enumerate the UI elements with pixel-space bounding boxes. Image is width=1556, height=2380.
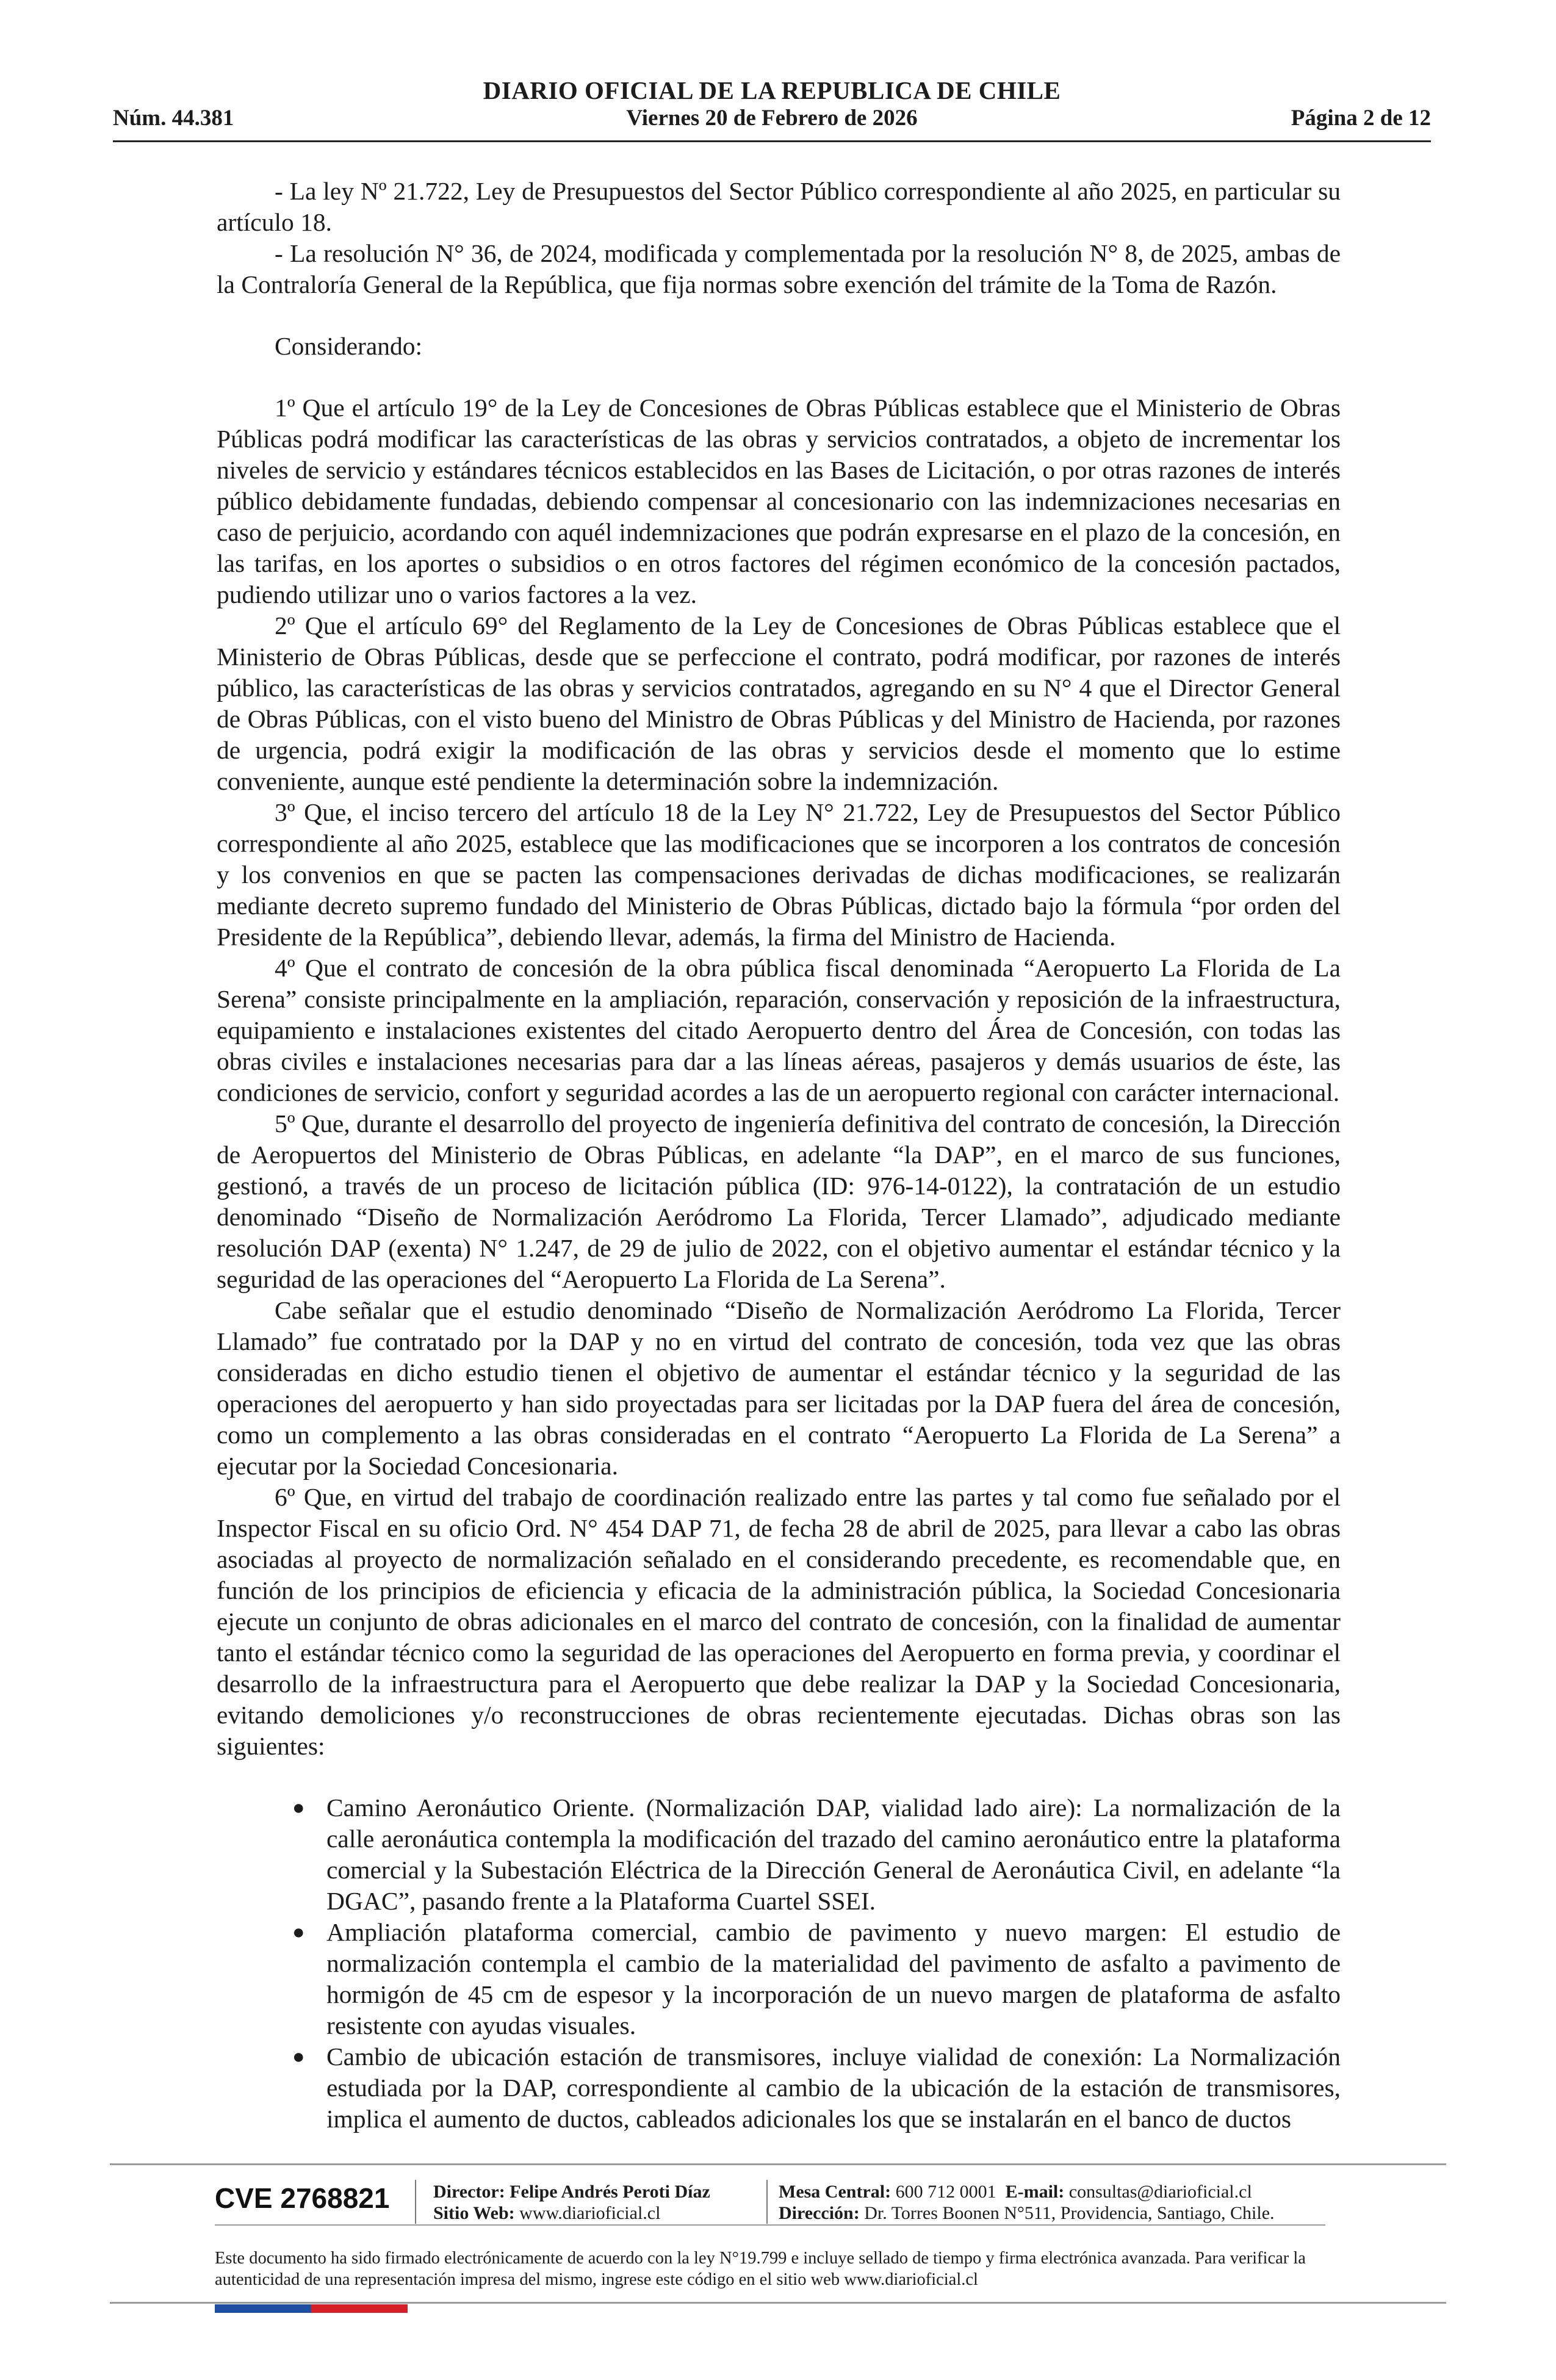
- considerando-paragraph: 2º Que el artículo 69° del Reglamento de la Ley de Concesiones de Obras Públicas establece que el Ministerio de Obras Públicas, desde que se perfeccione el contrato, podrá modificar, por razones de interés público, las características de las obras y servicios contratados, agregando en su N° 4 que el Director General de Obras Públicas, con el visto bueno del Ministro de Obras Públicas y del Ministro de Hacienda, por razones de urgencia, podrá exigir la modificación de las obras y servicios desde el momento que lo estime conveniente, aunque esté pendiente la determinación sobre la indemnización.: [217, 611, 1341, 795]
- footer-separator: [766, 2180, 768, 2224]
- legal-notice: Este documento ha sido firmado electrónicamente de acuerdo con la ley N°19.799 e incluye sellado de tiempo y firma electrónica avanzada. Para verificar la autenticidad de una representación impresa del mismo, ingrese este código en el sitio web www.diarioficial.cl: [215, 2249, 1306, 2289]
- page-header: [113, 73, 1431, 140]
- footer-separator: [415, 2180, 416, 2224]
- director-name: Felipe Andrés Peroti Díaz: [510, 2182, 710, 2202]
- issue-number: Núm. 44.381: [113, 106, 234, 131]
- considerando-paragraph: Cabe señalar que el estudio denominado “Diseño de Normalización Aeródromo La Florida, Tercer Llamado” fue contratado por la DAP y no en virtud del contrato de concesión, toda vez que las obras consideradas en dicho estudio tienen el objetivo de aumentar el estándar técnico y la seguridad de las operaciones del aeropuerto y han sido proyectadas para ser licitadas por la DAP fuera del área de concesión, como un complemento a las obras consideradas en el contrato “Aeropuerto La Florida de La Serena” a ejecutar por la Sociedad Concesionaria.: [217, 1296, 1341, 1480]
- email-link[interactable]: consultas@diarioficial.cl: [1068, 2182, 1252, 2202]
- list-item-text: Camino Aeronáutico Oriente. (Normalización DAP, vialidad lado aire): La normalización de la calle aeronáutica contempla la modificación del trazado del camino aeronáutico entre la plataforma comercial y la Subestación Eléctrica de la Dirección General de Aeronáutica Civil, en adelante “la DGAC”, pasando frente a la Plataforma Cuartel SSEI.: [326, 1794, 1341, 1915]
- gazette-title: DIARIO OFICIAL DE LA REPUBLICA DE CHILE: [483, 76, 1061, 104]
- considerando-paragraph: 3º Que, el inciso tercero del artículo 18 de la Ley N° 21.722, Ley de Presupuestos del Sector Público correspondiente al año 2025, establece que las modificaciones que se incorporen a los contratos de concesión y los convenios en que se pacten las compensaciones derivadas de dichas modificaciones, se realizarán mediante decreto supremo fundado del Ministerio de Obras Públicas, dictado bajo la fórmula “por orden del Presidente de la República”, debiendo llevar, además, la firma del Ministro de Hacienda.: [217, 798, 1341, 951]
- considerando-paragraph: 4º Que el contrato de concesión de la obra pública fiscal denominada “Aeropuerto La Florida de La Serena” consiste principalmente en la ampliación, reparación, conservación y reposición de la infraestructura, equipamiento e instalaciones existentes del citado Aeropuerto dentro del Área de Concesión, con todas las obras civiles e instalaciones necesarias para dar a las líneas aéreas, pasajeros y demás usuarios de éste, las condiciones de servicio, confort y seguridad acordes a las de un aeropuerto regional con carácter internacional.: [217, 954, 1341, 1106]
- preamble-item: - La ley Nº 21.722, Ley de Presupuestos del Sector Público correspondiente al año 2025, en particular su artículo 18.: [217, 177, 1341, 236]
- footer-divider: [215, 2224, 1325, 2226]
- section-heading: Considerando:: [275, 332, 423, 360]
- cve-code: CVE 2768821: [215, 2182, 390, 2214]
- director-label: Director:: [433, 2182, 505, 2202]
- flag-stripe: [215, 2304, 408, 2313]
- issue-date: Viernes 20 de Febrero de 2026: [626, 106, 918, 131]
- bullet-icon: ●: [292, 1797, 305, 1819]
- list-item-text: Cambio de ubicación estación de transmisores, incluye vialidad de conexión: La Normalización estudiada por la DAP, correspondiente al cambio de la ubicación de la estación de transmisores, implica el aumento de ductos, cableados adicionales los que se instalarán en el banco de ductos: [326, 2043, 1341, 2133]
- footer-divider: [110, 2302, 1446, 2304]
- contact-block: [779, 2181, 1275, 2224]
- footer-divider: [110, 2163, 1446, 2165]
- flag-blue-segment: [215, 2304, 311, 2313]
- email-label: E-mail:: [1005, 2182, 1065, 2202]
- director-block: [433, 2181, 710, 2224]
- page-indicator: Página 2 de 12: [1291, 106, 1431, 131]
- document-body: [217, 176, 1341, 2135]
- considerando-paragraph: 6º Que, en virtud del trabajo de coordinación realizado entre las partes y tal como fue señalado por el Inspector Fiscal en su oficio Ord. N° 454 DAP 71, de fecha 28 de abril de 2025, para llevar a cabo las obras asociadas al proyecto de normalización señalado en el considerando precedente, es recomendable que, en función de los principios de eficiencia y eficacia de la administración pública, la Sociedad Concesionaria ejecute un conjunto de obras adicionales en el marco del contrato de concesión, con la finalidad de aumentar tanto el estándar técnico como la seguridad de las operaciones del Aeropuerto en forma previa, y coordinar el desarrollo de la infraestructura para el Aeropuerto que debe realizar la DAP y la Sociedad Concesionaria, evitando demoliciones y/o reconstrucciones de obras recientemente ejecutadas. Dichas obras son las siguientes:: [217, 1483, 1341, 1760]
- considerando-paragraph: 5º Que, durante el desarrollo del proyecto de ingeniería definitiva del contrato de concesión, la Dirección de Aeropuertos del Ministerio de Obras Públicas, en adelante “la DAP”, en el marco de sus funciones, gestionó, a través de un proceso de licitación pública (ID: 976-14-0122), la contratación de un estudio denominado “Diseño de Normalización Aeródromo La Florida, Tercer Llamado”, adjudicado mediante resolución DAP (exenta) N° 1.247, de 29 de julio de 2022, con el objetivo aumentar el estándar técnico y la seguridad de las operaciones del “Aeropuerto La Florida de La Serena”.: [217, 1109, 1341, 1293]
- list-item: [217, 2041, 1341, 2135]
- flag-red-segment: [311, 2304, 408, 2313]
- list-item: [217, 1917, 1341, 2041]
- address-label: Dirección:: [779, 2203, 860, 2223]
- address-text: Dr. Torres Boonen N°511, Providencia, Santiago, Chile.: [864, 2203, 1275, 2223]
- bullet-icon: ●: [292, 1921, 305, 1944]
- website-label: Sitio Web:: [433, 2203, 515, 2223]
- considerando-paragraph: 1º Que el artículo 19° de la Ley de Concesiones de Obras Públicas establece que el Ministerio de Obras Públicas podrá modificar las características de las obras y servicios contratados, a objeto de incrementar los niveles de servicio y estándares técnicos establecidos en las Bases de Licitación, o por otras razones de interés público debidamente fundadas, debiendo compensar al concesionario con las indemnizaciones necesarias en caso de perjuicio, acordando con aquél indemnizaciones que podrán expresarse en el plazo de la concesión, en las tarifas, en los aportes o subsidios o en otros factores del régimen económico de la concesión pactados, pudiendo utilizar uno o varios factores a la vez.: [217, 394, 1341, 608]
- bullet-icon: ●: [292, 2046, 305, 2068]
- header-row: [113, 105, 1431, 135]
- preamble-item: - La resolución N° 36, de 2024, modificada y complementada por la resolución N° 8, de 2025, ambas de la Contraloría General de la República, que fija normas sobre exención del trámite de la Toma de Razón.: [217, 239, 1341, 298]
- list-item: [217, 1792, 1341, 1917]
- phone-number: 600 712 0001: [895, 2182, 996, 2202]
- website-link[interactable]: www.diarioficial.cl: [519, 2203, 661, 2223]
- works-list: [217, 1792, 1341, 2135]
- phone-label: Mesa Central:: [779, 2182, 891, 2202]
- header-divider: [113, 140, 1431, 142]
- list-item-text: Ampliación plataforma comercial, cambio de pavimento y nuevo margen: El estudio de normalización contempla el cambio de la materialidad del pavimento de asfalto a pavimento de hormigón de 45 cm de espesor y la incorporación de un nuevo margen de plataforma de asfalto resistente con ayudas visuales.: [326, 1918, 1341, 2039]
